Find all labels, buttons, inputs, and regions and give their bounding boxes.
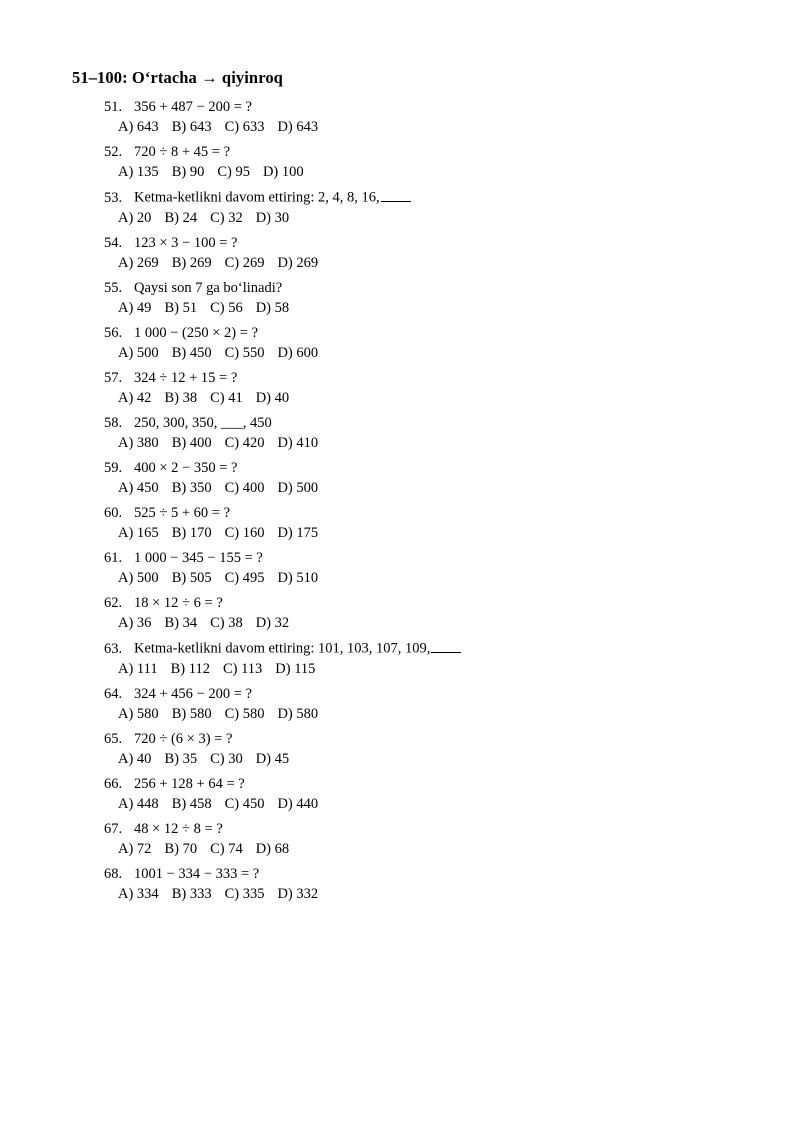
question-list	[72, 98, 732, 904]
question-block	[72, 414, 732, 453]
answer-option[interactable]: B) 35	[164, 750, 198, 767]
question-line	[72, 865, 732, 884]
answer-option[interactable]: C) 30	[210, 750, 243, 767]
option-row	[72, 660, 732, 679]
answer-option[interactable]: C) 113	[222, 660, 263, 677]
question-line	[72, 414, 732, 433]
question-number: 56.	[104, 324, 123, 341]
question-number: 67.	[104, 821, 123, 838]
answer-option[interactable]: D) 580	[277, 705, 319, 722]
question-text: 525 ÷ 5 + 60 = ?	[134, 505, 230, 522]
question-text: 123 × 3 − 100 = ?	[134, 234, 238, 251]
question-block	[72, 549, 732, 588]
question-number: 68.	[104, 866, 123, 883]
option-row	[72, 479, 732, 498]
question-block	[72, 324, 732, 363]
answer-option[interactable]: A) 380	[118, 435, 159, 452]
question-text: 400 × 2 − 350 = ?	[134, 460, 238, 477]
option-row	[72, 569, 732, 588]
answer-option[interactable]: A) 450	[118, 480, 159, 497]
question-line	[72, 549, 732, 568]
question-line	[72, 594, 732, 613]
question-block	[72, 234, 732, 273]
question-number: 59.	[104, 460, 123, 477]
answer-option[interactable]: C) 32	[210, 209, 243, 226]
question-line	[72, 324, 732, 343]
document-body	[72, 68, 732, 910]
answer-option[interactable]: A) 72	[118, 841, 152, 858]
answer-option[interactable]: B) 90	[171, 164, 205, 181]
answer-option[interactable]: A) 500	[118, 570, 159, 587]
question-text: 1 000 − (250 × 2) = ?	[134, 324, 259, 341]
answer-option[interactable]: C) 95	[217, 164, 250, 181]
question-text: 324 + 456 − 200 = ?	[134, 685, 252, 702]
answer-option[interactable]: C) 580	[224, 705, 265, 722]
question-block	[72, 820, 732, 859]
question-line	[72, 143, 732, 162]
answer-option[interactable]: A) 36	[118, 615, 152, 632]
answer-option[interactable]: D) 510	[277, 570, 319, 587]
question-number: 63.	[104, 640, 123, 657]
answer-option[interactable]: D) 410	[277, 435, 319, 452]
answer-option[interactable]: A) 580	[118, 705, 159, 722]
question-text: 1 000 − 345 − 155 = ?	[134, 550, 263, 567]
option-row	[72, 389, 732, 408]
question-block	[72, 685, 732, 724]
question-number: 54.	[104, 234, 123, 251]
answer-option[interactable]: D) 115	[275, 660, 316, 677]
answer-option[interactable]: B) 70	[164, 841, 198, 858]
option-row	[72, 614, 732, 633]
question-line	[72, 234, 732, 253]
answer-option[interactable]: B) 450	[171, 344, 212, 361]
option-row	[72, 795, 732, 814]
option-row	[72, 299, 732, 318]
option-row	[72, 705, 732, 724]
option-row	[72, 885, 732, 904]
answer-option[interactable]: D) 30	[255, 209, 290, 226]
answer-option[interactable]: D) 332	[277, 886, 319, 903]
question-block	[72, 594, 732, 633]
answer-option[interactable]: D) 68	[255, 841, 290, 858]
question-block	[72, 459, 732, 498]
answer-option[interactable]: D) 600	[277, 344, 319, 361]
option-row	[72, 840, 732, 859]
page-title: 51–100: O‘rtacha → qiyinroq	[72, 68, 283, 87]
question-line	[72, 639, 732, 658]
question-text: Ketma-ketlikni davom ettiring: 2, 4, 8, 16,	[134, 189, 380, 206]
answer-option[interactable]: A) 334	[118, 886, 159, 903]
answer-option[interactable]: D) 100	[262, 164, 304, 181]
answer-option[interactable]: B) 643	[171, 119, 212, 136]
question-number: 57.	[104, 369, 123, 386]
question-text: 48 × 12 ÷ 8 = ?	[134, 821, 223, 838]
question-line	[72, 504, 732, 523]
answer-option[interactable]: A) 643	[118, 119, 159, 136]
question-text: 720 ÷ 8 + 45 = ?	[134, 144, 230, 161]
answer-option[interactable]: B) 170	[171, 525, 212, 542]
question-number: 65.	[104, 730, 123, 747]
question-block	[72, 98, 732, 137]
question-number: 58.	[104, 414, 123, 431]
answer-option[interactable]: D) 269	[277, 254, 319, 271]
answer-option[interactable]: A) 135	[118, 164, 159, 181]
answer-blank	[381, 188, 411, 201]
answer-option[interactable]: B) 400	[171, 435, 212, 452]
question-block	[72, 865, 732, 904]
question-number: 53.	[104, 189, 123, 206]
question-text: 1001 − 334 − 333 = ?	[134, 866, 260, 883]
option-row	[72, 344, 732, 363]
answer-option[interactable]: C) 335	[224, 886, 265, 903]
question-line	[72, 685, 732, 704]
answer-option[interactable]: D) 175	[277, 525, 319, 542]
answer-option[interactable]: A) 111	[118, 660, 158, 677]
answer-option[interactable]: C) 420	[224, 435, 265, 452]
question-line	[72, 369, 732, 388]
question-line	[72, 279, 732, 298]
question-line	[72, 459, 732, 478]
answer-option[interactable]: B) 38	[164, 389, 198, 406]
option-row	[72, 163, 732, 182]
answer-option[interactable]: B) 24	[164, 209, 198, 226]
question-number: 66.	[104, 776, 123, 793]
answer-option[interactable]: C) 269	[224, 254, 265, 271]
answer-option[interactable]: B) 580	[171, 705, 212, 722]
answer-option[interactable]: B) 34	[164, 615, 198, 632]
question-block	[72, 143, 732, 182]
question-number: 60.	[104, 505, 123, 522]
question-text: 250, 300, 350, ___, 450	[134, 414, 272, 431]
answer-option[interactable]: B) 505	[171, 570, 212, 587]
question-line	[72, 188, 732, 207]
answer-option[interactable]: C) 450	[224, 796, 265, 813]
answer-option[interactable]: A) 500	[118, 344, 159, 361]
question-text: Qaysi son 7 ga bo‘linadi?	[134, 279, 283, 296]
question-number: 51.	[104, 99, 123, 115]
question-line	[72, 820, 732, 839]
answer-option[interactable]: D) 32	[255, 615, 290, 632]
question-block	[72, 279, 732, 318]
question-block	[72, 775, 732, 814]
answer-option[interactable]: B) 269	[171, 254, 212, 271]
question-number: 52.	[104, 144, 123, 161]
question-number: 55.	[104, 279, 123, 296]
answer-option[interactable]: C) 633	[224, 119, 265, 136]
answer-option[interactable]: B) 350	[171, 480, 212, 497]
answer-option[interactable]: C) 400	[224, 480, 265, 497]
answer-option[interactable]: D) 45	[255, 750, 290, 767]
answer-option[interactable]: D) 40	[255, 389, 290, 406]
answer-option[interactable]: C) 38	[210, 615, 243, 632]
question-line	[72, 730, 732, 749]
answer-option[interactable]: C) 550	[224, 344, 265, 361]
answer-option[interactable]: D) 643	[277, 119, 319, 136]
question-line	[72, 775, 732, 794]
option-row	[72, 750, 732, 769]
answer-option[interactable]: A) 448	[118, 796, 159, 813]
option-row	[72, 254, 732, 273]
question-block	[72, 369, 732, 408]
answer-option[interactable]: C) 160	[224, 525, 265, 542]
answer-option[interactable]: C) 495	[224, 570, 265, 587]
question-number: 62.	[104, 595, 123, 612]
answer-option[interactable]: A) 49	[118, 299, 152, 316]
answer-option[interactable]: B) 51	[164, 299, 198, 316]
answer-option[interactable]: A) 20	[118, 209, 152, 226]
answer-option[interactable]: C) 41	[210, 389, 243, 406]
question-block	[72, 188, 732, 227]
answer-option[interactable]: A) 165	[118, 525, 159, 542]
answer-option[interactable]: C) 74	[210, 841, 243, 858]
answer-option[interactable]: D) 500	[277, 480, 319, 497]
question-number: 64.	[104, 685, 123, 702]
answer-option[interactable]: B) 458	[171, 796, 212, 813]
answer-option[interactable]: C) 56	[210, 299, 243, 316]
answer-option[interactable]: A) 40	[118, 750, 152, 767]
option-row	[72, 118, 732, 137]
option-row	[72, 524, 732, 543]
question-text: 324 ÷ 12 + 15 = ?	[134, 369, 238, 386]
question-text: 256 + 128 + 64 = ?	[134, 776, 245, 793]
answer-option[interactable]: D) 58	[255, 299, 290, 316]
answer-option[interactable]: A) 269	[118, 254, 159, 271]
answer-option[interactable]: B) 112	[170, 660, 210, 677]
option-row	[72, 209, 732, 228]
question-block	[72, 730, 732, 769]
question-line	[72, 98, 732, 117]
answer-option[interactable]: B) 333	[171, 886, 212, 903]
answer-blank	[431, 639, 461, 652]
question-text: Ketma-ketlikni davom ettiring: 101, 103, 107, 109,	[134, 640, 431, 657]
option-row	[72, 434, 732, 453]
question-block	[72, 504, 732, 543]
question-text: 18 × 12 ÷ 6 = ?	[134, 595, 223, 612]
question-text: 356 + 487 − 200 = ?	[134, 99, 252, 115]
question-block	[72, 639, 732, 678]
answer-option[interactable]: D) 440	[277, 796, 319, 813]
question-text: 720 ÷ (6 × 3) = ?	[134, 730, 233, 747]
question-number: 61.	[104, 550, 123, 567]
answer-option[interactable]: A) 42	[118, 389, 152, 406]
